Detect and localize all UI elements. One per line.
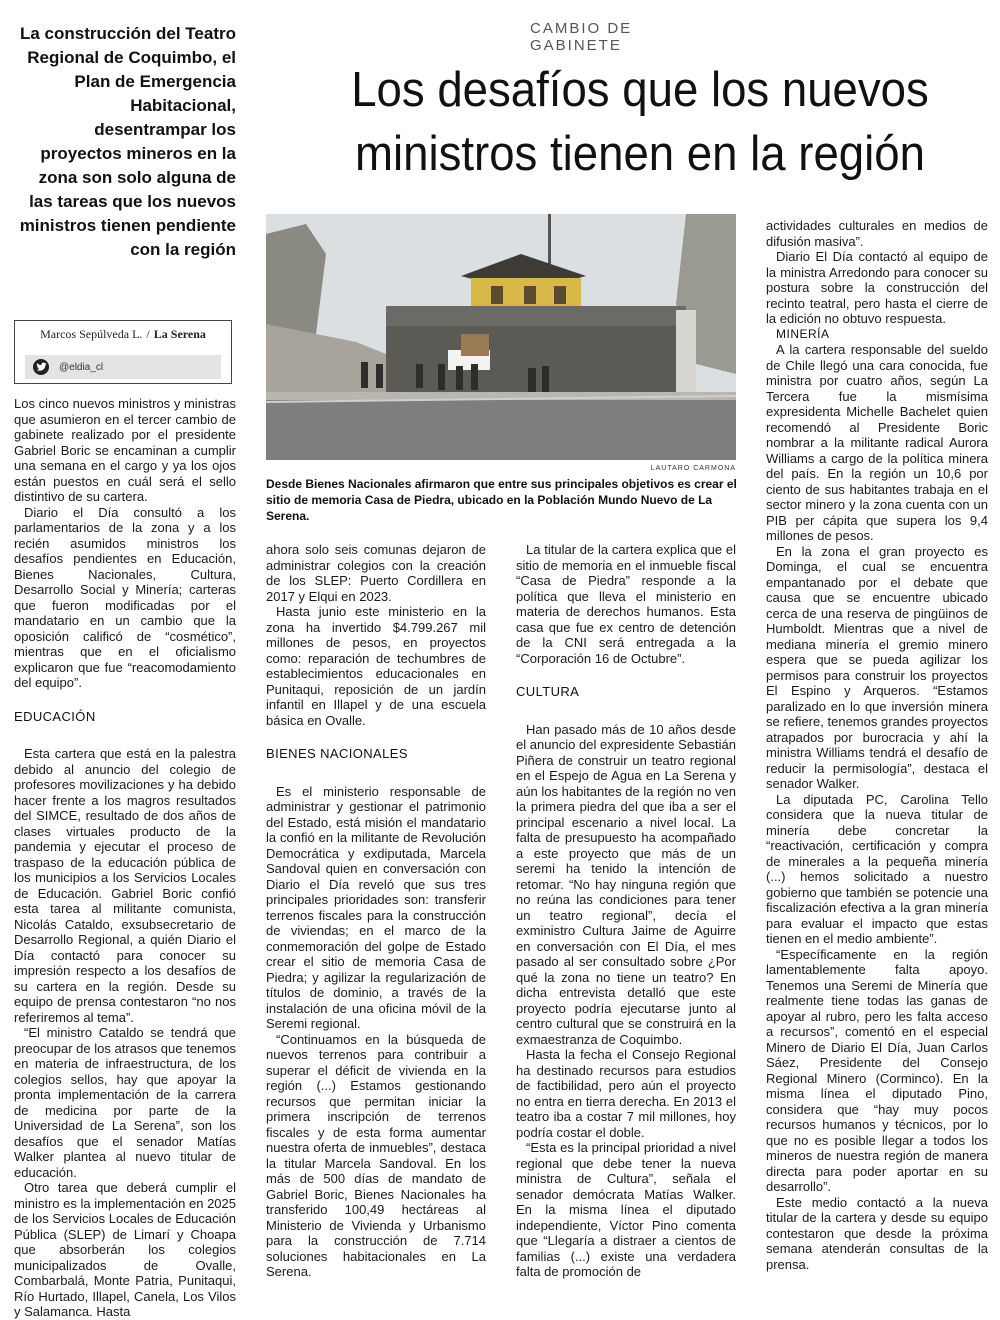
section-label: CAMBIO DE GABINETE	[530, 20, 633, 54]
paragraph: Los cinco nuevos ministros y ministras que asumieron en el tercer cambio de gabinete realizado por el presidente Gabriel Boric se encaminan a cumplir una semana en el cargo y ya los ojos están puestos en cuál será el sello distintivo de su cartera.	[14, 396, 236, 504]
column-4	[766, 218, 988, 1272]
paragraph: La titular de la cartera explica que el sitio de memoria en el inmueble fiscal “Casa de Piedra” responde a la política que lleva el ministerio en materia de derechos humanos. Esta casa que fue ex centro de detención de la CNI será entregada a la “Corporación 16 de Octubre”.	[516, 542, 736, 666]
paragraph: ahora solo seis comunas dejaron de administrar colegios con la creación de los SLEP: Puerto Cordillera en 2017 y Elqui en 2023.	[266, 542, 486, 604]
twitter-icon[interactable]	[33, 359, 49, 375]
photo-road	[266, 400, 736, 460]
byline-text	[15, 327, 231, 342]
byline-location: La Serena	[153, 327, 206, 341]
author-name: Marcos Sepúlveda L.	[40, 327, 143, 341]
paragraph: Esta cartera que está en la palestra debido al anuncio del colegio de profesores movilizaciones y ha debido hacer frente a los magros resultados del SIMCE, resultado de dos años de clases virtuales producto de la pandemia y ejecutar el proceso de traspaso de la educación pública de los municipios a los Servicios Locales de Educación. Gabriel Boric confió esta tarea al militante comunista, Nicolás Cataldo, exsubsecretario de Desarrollo Regional, a quién Diario el Día contactó para conocer su impresión respecto a los desafíos de su cartera en la región. Desde su equipo de prensa contestaron “no nos referiremos al tema”.	[14, 746, 236, 1025]
paragraph: La diputada PC, Carolina Tello considera que la nueva titular de minería debe concretar la “reactivación, certificación y compra de minerales a la pequeña minería (...) hemos solicitado a nuestro gobierno que también se potencie una fiscalización efectiva a la gran minería para evaluar el impacto que estas tienen en el medio ambiente”.	[766, 791, 988, 946]
paragraph: Este medio contactó a la nueva titular de la cartera y desde su equipo contestaron que desde la próxima semana atenderán consultas de la prensa.	[766, 1194, 988, 1272]
subhead-mineria: MINERÍA	[776, 326, 830, 341]
lead-summary: La construcción del Teatro Regional de Coquimbo, el Plan de Emergencia Habitacional, desentrampar los proyectos mineros en la zona son solo alguna de las tareas que los nuevos ministros tienen pendiente con la región	[19, 24, 236, 259]
paragraph: “Esta es la principal prioridad a nivel regional que debe tener la nueva ministra de Cultura”, señala el senador demócrata Matías Walker. En la misma línea el diputado independiente, Víctor Pino comenta que “Llegaría a distraer a cientos de familias (...) existe una verdadera falta de promoción de	[516, 1140, 736, 1279]
paragraph: Diario El Día contactó al equipo de la ministra Arredondo para conocer su postura sobre la construcción del recinto teatral, pero hasta el cierre de la edición no obtuvo respuesta.	[766, 249, 988, 326]
social-bar	[25, 355, 221, 379]
paragraph: “Específicamente en la región lamentablemente falta apoyo. Tenemos una Seremi de Minería que realmente tiene todas las ganas de apoyar al rubro, pero les falta acceso a recursos”, comentó en el especial Minero de Diario El Día, Juan Carlos Sáez, Presidente del Consejo Regional Minero (Corminco). En la misma línea el diputado Pino, considera que “hay muy pocos recursos humanos y técnicos, por lo que no es posible llegar a todos los mineros de nuestra región de manera directa para poder aportar en su desarrollo”.	[766, 946, 988, 1194]
photo-person	[471, 364, 478, 390]
paragraph: actividades culturales en medios de difusión masiva”.	[766, 218, 988, 249]
paragraph: Hasta junio este ministerio en la zona ha invertido $4.799.267 mil millones de pesos, en proyectos como: reparación de techumbres de establecimientos educacionales en Punitaqui, reposición de un jardín infantil en Illapel y de una escuela básica en Ovalle.	[266, 604, 486, 728]
paragraph: Es el ministerio responsable de administrar y gestionar el patrimonio del Estado, está misión el mandatario la confió en la militante de Revolución Democrática y exdiputada, Marcela Sandoval quien en conversación con Diario el Día reveló que sus tres principales prioridades son: transferir terrenos fiscales para la construcción de viviendas; en el marco de la conmemoración del golpe de Estado crear el sitio de memoria Casa de Piedra; y agilizar la regularización de títulos de dominio, a través de la instalación de una oficina móvil de la Seremi regional.	[266, 783, 486, 1031]
column-2	[266, 542, 486, 1280]
subhead-cultura: CULTURA	[516, 684, 580, 699]
photo-person	[542, 366, 549, 394]
photo-window-2	[524, 286, 536, 304]
photo-person	[438, 364, 445, 390]
photo-person	[528, 368, 536, 394]
photo-caption: Desde Bienes Nacionales afirmaron que entre sus principales objetivos es crear el sitio de memoria Casa de Piedra, ubicado en la Población Mundo Nuevo de La Serena.	[266, 477, 737, 523]
photo-person	[416, 364, 423, 388]
paragraph: “Continuamos en la búsqueda de nuevos terrenos para contribuir a superar el déficit de vivienda en la región (...) Estamos gestionando recursos que permitan iniciar la primera inscripción de terrenos fiscales y de esta forma aumentar nuestra oferta de inmuebles”, destaca la titular Marcela Sandoval. En los más de 500 días de mandato de Gabriel Boric, Bienes Nacionales ha transferido 100,49 hectáreas al Ministerio de Vivienda y Urbanismo para la construcción de 7.714 soluciones habitacionales en La Serena.	[266, 1031, 486, 1279]
subhead-educacion: EDUCACIÓN	[14, 708, 96, 724]
photo-door	[461, 334, 489, 356]
paragraph: Otro tarea que deberá cumplir el ministro es la implementación en 2025 de los Servicios Locales de Educación Pública (SLEP) de Limarí y Choapa que absorberán los colegios municipalizados de Ovalle, Combarbalá, Monte Patria, Punitaqui, Río Hurtado, Illapel, Canela, Los Vilos y Salamanca. Hasta	[14, 1180, 236, 1319]
photo-window-1	[491, 286, 503, 304]
byline	[14, 320, 232, 384]
paragraph: En la zona el gran proyecto es Dominga, el cual se encuentra empantanado por el debate que causa que se encuentre ubicado cerca de una reserva de pingüinos de Humboldt. Mientras que a nivel de mediana minería el gremio minero espera que se pueda agilizar los permisos para construir los proyectos El Espino y Arqueros. “Estamos paralizado en lo que inversión minera se refiere, tenemos grandes proyectos atrapados por burocracia y ahí la ministra Williams tendrá el desafío de reducir la permisología”, destaca el senador Walker.	[766, 543, 988, 791]
news-photo	[266, 214, 736, 460]
headline-line-1: Los desafíos que los nuevos	[351, 63, 929, 117]
twitter-handle[interactable]: @eldia_cl	[59, 361, 104, 373]
column-3	[516, 542, 736, 1280]
photo-stone-wall-right	[676, 310, 696, 398]
photo-railing	[386, 306, 686, 328]
headline-line-2: ministros tienen en la región	[355, 127, 925, 181]
photo-person	[456, 366, 463, 390]
photo-credit: LAUTARO CARMONA	[650, 465, 736, 472]
paragraph: A la cartera responsable del sueldo de Chile llegó una cara conocida, fue ministra por cuatro años, según La Tercera fue la mismísima expresidenta Michelle Bachelet quien recomendó al Presidente Boric nombrar a la militante radical Aurora Williams a cargo de la política minera del país. En la región un 10,6 por ciento de sus habitantes trabaja en el sector minero y la zona cuenta con un PIB per cápita que supera los 9,4 millones de pesos.	[766, 342, 988, 543]
photo-window-3	[554, 286, 566, 304]
photo-person	[361, 362, 368, 388]
paragraph: “El ministro Cataldo se tendrá que preocupar de los atrasos que tenemos en materia de infraestructura, de los colegios sellos, hay que apoyar la pronta implementación de la carrera de medicina por parte de la Universidad de La Serena”, son los desafíos que el senador Matías Walker plantea al nuevo titular de educación.	[14, 1025, 236, 1180]
headline	[324, 58, 956, 186]
paragraph: Han pasado más de 10 años desde el anuncio del expresidente Sebastián Piñera de construir un teatro regional en el Espejo de Agua en La Serena y aún los habitantes de la región no ven la primera piedra del que iba a ser el principal escenario a nivel local. La falta de presupuesto ha acompañado a este proyecto que más de un seremi ha tenido la intención de retomar. “No hay ninguna región que no reúna las condiciones para tener un teatro regional”, decía el exministro Cultura Jaime de Aguirre en conversación con El Día, el mes pasado al ser consultado sobre ¿Por qué la zona no tiene un teatro? En dicha entrevista detalló que este proyecto podría ejecutarse junto al centro cultural que se construirá en la exmaestranza de Coquimbo.	[516, 721, 736, 1047]
paragraph: Hasta la fecha el Consejo Regional ha destinado recursos para estudios de factibilidad, pero aún el proyecto no entra en tierra derecha. En 2013 el teatro iba a costar 7 mil millones, hoy podría costar el doble.	[516, 1047, 736, 1140]
column-1	[14, 396, 236, 1320]
paragraph: Diario el Día consultó a los parlamentarios de la zona y a los recién asumidos ministros los desafíos pendientes en Educación, Bienes Nacionales, Cultura, Desarrollo Social y Minería; carteras que fueron modificadas por el mandatario en un cambio que la oposición calificó de “cosmético”, mientras que en el oficialismo explicaron que fue “reacomodamiento del equipo”.	[14, 504, 236, 690]
photo-person	[376, 364, 383, 388]
byline-separator: /	[146, 327, 150, 341]
subhead-bienes-nacionales: BIENES NACIONALES	[266, 746, 408, 761]
